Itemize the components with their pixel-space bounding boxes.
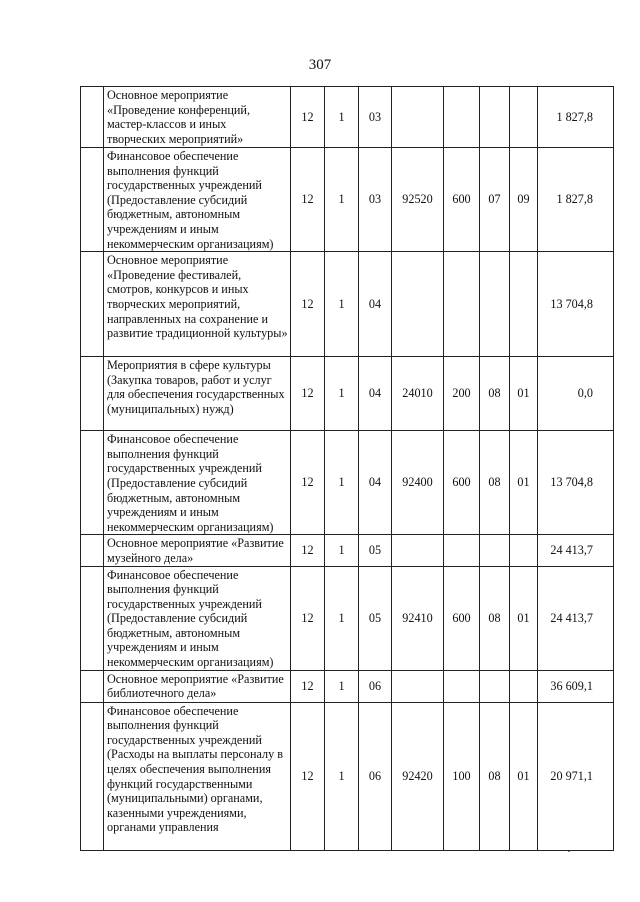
code-cell: 12 bbox=[291, 431, 325, 535]
code-cell bbox=[444, 87, 480, 148]
code-cell: 1 bbox=[325, 148, 359, 252]
blank-cell bbox=[81, 357, 104, 431]
blank-cell bbox=[81, 535, 104, 566]
blank-cell bbox=[81, 670, 104, 702]
row-name: Финансовое обеспечение выполнения функций государственных учреждений (Предоставление субсидий бюджетным, автономным учреждениям и иным некоммерческим организациям) bbox=[104, 431, 291, 535]
code-cell bbox=[444, 670, 480, 702]
amount-cell: 1 827,8 bbox=[538, 87, 614, 148]
code-cell: 24010 bbox=[392, 357, 444, 431]
code-cell: 12 bbox=[291, 702, 325, 850]
code-cell: 12 bbox=[291, 566, 325, 670]
row-name: Финансовое обеспечение выполнения функций государственных учреждений (Предоставление субсидий бюджетным, автономным учреждениям и иным некоммерческим организациям) bbox=[104, 566, 291, 670]
table-row bbox=[81, 148, 614, 252]
amount-cell: 13 704,8 bbox=[538, 431, 614, 535]
code-cell: 92420 bbox=[392, 702, 444, 850]
row-name: Мероприятия в сфере культуры (Закупка товаров, работ и услуг для обеспечения государственных (муниципальных) нужд) bbox=[104, 357, 291, 431]
table-row bbox=[81, 535, 614, 566]
code-cell bbox=[444, 535, 480, 566]
amount-cell: 13 704,8 bbox=[538, 252, 614, 357]
budget-table bbox=[80, 86, 614, 851]
code-cell: 600 bbox=[444, 148, 480, 252]
table-row bbox=[81, 87, 614, 148]
amount-cell: 24 413,7 bbox=[538, 535, 614, 566]
scan-speck bbox=[568, 851, 570, 852]
code-cell: 01 bbox=[510, 702, 538, 850]
code-cell: 01 bbox=[510, 357, 538, 431]
code-cell: 12 bbox=[291, 535, 325, 566]
table-row bbox=[81, 431, 614, 535]
code-cell: 1 bbox=[325, 535, 359, 566]
code-cell: 200 bbox=[444, 357, 480, 431]
code-cell bbox=[480, 252, 510, 357]
table-row bbox=[81, 252, 614, 357]
code-cell bbox=[392, 87, 444, 148]
blank-cell bbox=[81, 566, 104, 670]
code-cell: 1 bbox=[325, 566, 359, 670]
blank-cell bbox=[81, 702, 104, 850]
table-row bbox=[81, 566, 614, 670]
page-number: 307 bbox=[308, 57, 332, 73]
code-cell: 09 bbox=[510, 148, 538, 252]
code-cell: 05 bbox=[359, 566, 392, 670]
code-cell: 600 bbox=[444, 431, 480, 535]
blank-cell bbox=[81, 87, 104, 148]
code-cell: 12 bbox=[291, 252, 325, 357]
code-cell: 12 bbox=[291, 357, 325, 431]
code-cell: 06 bbox=[359, 670, 392, 702]
row-name: Основное мероприятие «Проведение фестивалей, смотров, конкурсов и иных творческих мероприятий, направленных на сохранение и развитие традиционной культуры» bbox=[104, 252, 291, 357]
table-row bbox=[81, 702, 614, 850]
row-name: Финансовое обеспечение выполнения функций государственных учреждений (Расходы на выплаты персоналу в целях обеспечения выполнения функций государственными (муниципальными) органами, казенными учреждениями, органами управления bbox=[104, 702, 291, 850]
code-cell: 92410 bbox=[392, 566, 444, 670]
code-cell: 08 bbox=[480, 357, 510, 431]
code-cell: 12 bbox=[291, 87, 325, 148]
code-cell: 92520 bbox=[392, 148, 444, 252]
code-cell: 1 bbox=[325, 252, 359, 357]
code-cell bbox=[480, 535, 510, 566]
code-cell bbox=[392, 670, 444, 702]
amount-cell: 36 609,1 bbox=[538, 670, 614, 702]
row-name: Основное мероприятие «Развитие библиотечного дела» bbox=[104, 670, 291, 702]
code-cell bbox=[480, 87, 510, 148]
code-cell: 100 bbox=[444, 702, 480, 850]
code-cell: 06 bbox=[359, 702, 392, 850]
amount-cell: 0,0 bbox=[538, 357, 614, 431]
code-cell bbox=[392, 535, 444, 566]
code-cell: 1 bbox=[325, 87, 359, 148]
table-row bbox=[81, 670, 614, 702]
code-cell bbox=[392, 252, 444, 357]
code-cell: 04 bbox=[359, 431, 392, 535]
row-name: Основное мероприятие «Проведение конференций, мастер-классов и иных творческих мероприятий» bbox=[104, 87, 291, 148]
code-cell: 1 bbox=[325, 357, 359, 431]
code-cell: 1 bbox=[325, 670, 359, 702]
blank-cell bbox=[81, 148, 104, 252]
code-cell: 600 bbox=[444, 566, 480, 670]
table-row bbox=[81, 357, 614, 431]
code-cell bbox=[510, 252, 538, 357]
code-cell: 12 bbox=[291, 148, 325, 252]
amount-cell: 1 827,8 bbox=[538, 148, 614, 252]
code-cell: 04 bbox=[359, 252, 392, 357]
code-cell: 12 bbox=[291, 670, 325, 702]
code-cell: 03 bbox=[359, 87, 392, 148]
code-cell: 07 bbox=[480, 148, 510, 252]
code-cell bbox=[510, 670, 538, 702]
code-cell: 05 bbox=[359, 535, 392, 566]
code-cell: 08 bbox=[480, 566, 510, 670]
code-cell: 01 bbox=[510, 431, 538, 535]
code-cell: 01 bbox=[510, 566, 538, 670]
code-cell: 1 bbox=[325, 702, 359, 850]
code-cell bbox=[444, 252, 480, 357]
code-cell: 1 bbox=[325, 431, 359, 535]
amount-cell: 20 971,1 bbox=[538, 702, 614, 850]
code-cell: 03 bbox=[359, 148, 392, 252]
amount-cell: 24 413,7 bbox=[538, 566, 614, 670]
code-cell bbox=[510, 535, 538, 566]
blank-cell bbox=[81, 252, 104, 357]
code-cell: 08 bbox=[480, 702, 510, 850]
code-cell: 04 bbox=[359, 357, 392, 431]
code-cell bbox=[510, 87, 538, 148]
row-name: Основное мероприятие «Развитие музейного дела» bbox=[104, 535, 291, 566]
blank-cell bbox=[81, 431, 104, 535]
code-cell bbox=[480, 670, 510, 702]
row-name: Финансовое обеспечение выполнения функций государственных учреждений (Предоставление субсидий бюджетным, автономным учреждениям и иным некоммерческим организациям) bbox=[104, 148, 291, 252]
code-cell: 92400 bbox=[392, 431, 444, 535]
code-cell: 08 bbox=[480, 431, 510, 535]
